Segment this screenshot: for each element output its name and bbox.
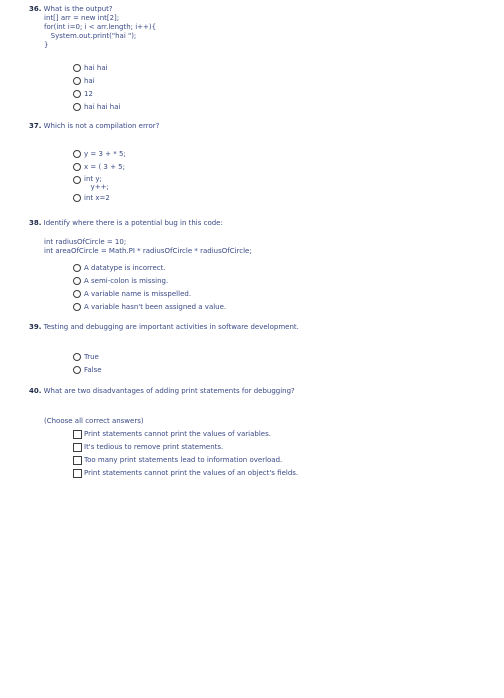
question-header (29, 121, 489, 131)
answer-option[interactable] (29, 161, 489, 174)
code-block (44, 238, 489, 256)
option-label: int y; y++; (84, 175, 109, 191)
option-label: It's tedious to remove print statements. (84, 443, 224, 451)
answer-option[interactable] (29, 301, 489, 314)
radio-button[interactable] (73, 150, 81, 158)
answer-option[interactable] (29, 467, 489, 480)
checkbox[interactable] (73, 469, 82, 478)
option-label: A variable name is misspelled. (84, 290, 192, 298)
option-label: A datatype is incorrect. (84, 264, 166, 272)
answer-option[interactable] (29, 75, 489, 88)
radio-button[interactable] (73, 103, 81, 111)
option-label: Print statements cannot print the values of an object's fields. (84, 469, 299, 477)
answer-option[interactable] (29, 364, 489, 377)
radio-button[interactable] (73, 64, 81, 72)
answer-option[interactable] (29, 454, 489, 467)
question-header (29, 322, 489, 332)
option-list (29, 148, 489, 205)
radio-button[interactable] (73, 77, 81, 85)
answer-option[interactable] (29, 351, 489, 364)
question-number: 36. (29, 5, 42, 13)
option-label: int x=2 (84, 194, 110, 202)
code-line: for(int i=0; i < arr.length; i++){ (44, 23, 157, 31)
radio-button[interactable] (73, 163, 81, 171)
answer-option[interactable] (29, 148, 489, 161)
checkbox[interactable] (73, 430, 82, 439)
option-label: False (84, 366, 102, 374)
checkbox[interactable] (73, 456, 82, 465)
answer-option[interactable] (29, 428, 489, 441)
answer-option[interactable] (29, 441, 489, 454)
radio-button[interactable] (73, 303, 81, 311)
question-38 (29, 218, 489, 314)
question-40 (29, 386, 489, 480)
question-header (29, 218, 489, 228)
answer-option[interactable] (29, 288, 489, 301)
radio-button[interactable] (73, 194, 81, 202)
option-label: Print statements cannot print the values of variables. (84, 430, 271, 438)
answer-option[interactable] (29, 262, 489, 275)
answer-option[interactable] (29, 88, 489, 101)
option-list (29, 428, 489, 480)
code-line: int areaOfCircle = Math.PI * radiusOfCircle * radiusOfCircle; (44, 247, 252, 255)
question-36 (29, 4, 489, 114)
question-number: 37. (29, 122, 42, 130)
answer-option[interactable] (29, 174, 489, 192)
question-text: Testing and debugging are important activities in software development. (43, 323, 299, 331)
question-header (29, 4, 489, 14)
option-label: 12 (84, 90, 93, 98)
answer-option[interactable] (29, 192, 489, 205)
question-number: 40. (29, 387, 42, 395)
option-label: A semi-colon is missing. (84, 277, 169, 285)
selection-instruction: (Choose all correct answers) (44, 417, 144, 425)
radio-button[interactable] (73, 290, 81, 298)
question-text: Identify where there is a potential bug in this code: (43, 219, 223, 227)
answer-option[interactable] (29, 62, 489, 75)
radio-button[interactable] (73, 176, 81, 184)
option-label: A variable hasn't been assigned a value. (84, 303, 227, 311)
option-label: Too many print statements lead to information overload. (84, 456, 283, 464)
option-label: hai hai hai (84, 103, 121, 111)
radio-button[interactable] (73, 366, 81, 374)
option-list (29, 262, 489, 314)
code-line: } (44, 41, 49, 49)
option-label: hai hai (84, 64, 108, 72)
answer-option[interactable] (29, 275, 489, 288)
code-line: System.out.print("hai "); (44, 32, 137, 40)
option-label: hai (84, 77, 95, 85)
code-block (44, 14, 489, 50)
question-text: What are two disadvantages of adding print statements for debugging? (43, 387, 295, 395)
option-list (29, 351, 489, 377)
question-39 (29, 322, 489, 377)
radio-button[interactable] (73, 90, 81, 98)
question-text: What is the output? (43, 5, 113, 13)
option-list (29, 62, 489, 114)
question-number: 39. (29, 323, 42, 331)
checkbox[interactable] (73, 443, 82, 452)
code-line: int radiusOfCircle = 10; (44, 238, 127, 246)
code-line: int[] arr = new int[2]; (44, 14, 120, 22)
option-label: x = ( 3 + 5; (84, 163, 125, 171)
radio-button[interactable] (73, 277, 81, 285)
radio-button[interactable] (73, 264, 81, 272)
question-37 (29, 121, 489, 205)
answer-option[interactable] (29, 101, 489, 114)
question-header (29, 386, 489, 396)
question-number: 38. (29, 219, 42, 227)
radio-button[interactable] (73, 353, 81, 361)
option-label: y = 3 + * 5; (84, 150, 126, 158)
option-label: True (84, 353, 99, 361)
question-text: Which is not a compilation error? (43, 122, 160, 130)
